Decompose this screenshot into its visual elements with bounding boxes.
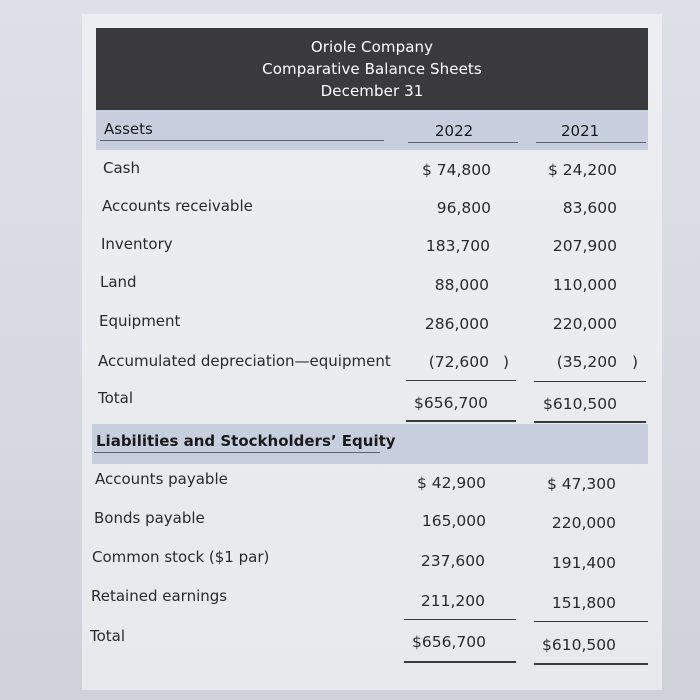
liabilities-total-label: Total <box>90 627 126 645</box>
column-header-2021: 2021 <box>561 122 600 140</box>
asset-label-accumulated-depreciation: Accumulated depreciation—equipment <box>98 352 391 370</box>
liability-label-retained-earnings: Retained earnings <box>91 587 228 605</box>
assets-total-2021: $610,500 <box>543 395 617 413</box>
assets-section-title: Assets <box>104 120 153 138</box>
asset-value-2021-accounts-receivable: 83,600 <box>562 199 617 217</box>
statement-header <box>96 28 648 110</box>
assets-total-2022: $656,700 <box>414 394 488 412</box>
liability-value-2021-retained-earnings: 151,800 <box>551 594 616 612</box>
company-name: Oriole Company <box>310 38 434 56</box>
statement-title: Comparative Balance Sheets <box>262 60 482 78</box>
assets-2022-subtotal-rule <box>406 380 516 381</box>
liabilities-total-2022: $656,700 <box>412 633 486 651</box>
asset-value-2022-inventory: 183,700 <box>425 237 490 255</box>
liabilities-2022-total-double-rule <box>404 661 516 663</box>
column-header-2022: 2022 <box>435 122 474 140</box>
liabilities-section-title: Liabilities and Stockholders’ Equity <box>96 432 396 450</box>
assets-2021-subtotal-rule <box>534 381 646 382</box>
column-2022-underline <box>408 142 518 143</box>
asset-label-inventory: Inventory <box>101 235 173 253</box>
asset-label-land: Land <box>100 273 137 291</box>
asset-value-2021-accumulated-depreciation: (35,200 <box>556 353 617 371</box>
asset-value-2021-cash: $ 24,200 <box>547 161 617 179</box>
liability-value-2022-bonds-payable: 165,000 <box>421 512 486 530</box>
statement-date: December 31 <box>320 82 424 100</box>
asset-value-2022-equipment: 286,000 <box>424 315 489 333</box>
asset-value-2021-inventory: 207,900 <box>552 237 617 255</box>
liabilities-total-2021: $610,500 <box>542 636 616 654</box>
liabilities-2022-subtotal-rule <box>404 619 516 620</box>
column-2021-underline <box>536 142 646 143</box>
liabilities-title-underline <box>94 452 380 453</box>
asset-value-2021-equipment: 220,000 <box>552 315 617 333</box>
asset-label-cash: Cash <box>103 159 140 177</box>
asset-value-2021-land: 110,000 <box>552 276 617 294</box>
liabilities-2021-total-double-rule <box>534 663 648 665</box>
liabilities-2021-subtotal-rule <box>534 621 648 622</box>
liability-value-2022-accounts-payable: $ 42,900 <box>416 474 486 492</box>
liability-label-bonds-payable: Bonds payable <box>94 509 205 527</box>
liability-value-2021-common-stock: 191,400 <box>551 554 616 572</box>
liability-value-2021-accounts-payable: $ 47,300 <box>546 475 616 493</box>
asset-label-equipment: Equipment <box>99 312 181 330</box>
assets-total-label: Total <box>98 389 134 407</box>
liability-value-2022-retained-earnings: 211,200 <box>420 592 485 610</box>
liability-value-2022-common-stock: 237,600 <box>420 552 485 570</box>
liability-value-2021-bonds-payable: 220,000 <box>551 514 616 532</box>
asset-label-accounts-receivable: Accounts receivable <box>102 197 253 215</box>
assets-title-underline <box>100 140 384 141</box>
asset-value-2022-accumulated-depreciation: (72,600 <box>428 353 489 371</box>
asset-value-2022-accounts-receivable: 96,800 <box>436 199 491 217</box>
assets-2022-total-double-rule <box>406 420 516 422</box>
closing-paren-2021: ) <box>632 353 639 371</box>
assets-2021-total-double-rule <box>534 421 646 423</box>
liability-label-common-stock: Common stock ($1 par) <box>92 548 270 566</box>
asset-value-2022-land: 88,000 <box>434 276 489 294</box>
liability-label-accounts-payable: Accounts payable <box>95 470 228 488</box>
closing-paren-2022: ) <box>503 353 510 371</box>
asset-value-2022-cash: $ 74,800 <box>421 161 491 179</box>
